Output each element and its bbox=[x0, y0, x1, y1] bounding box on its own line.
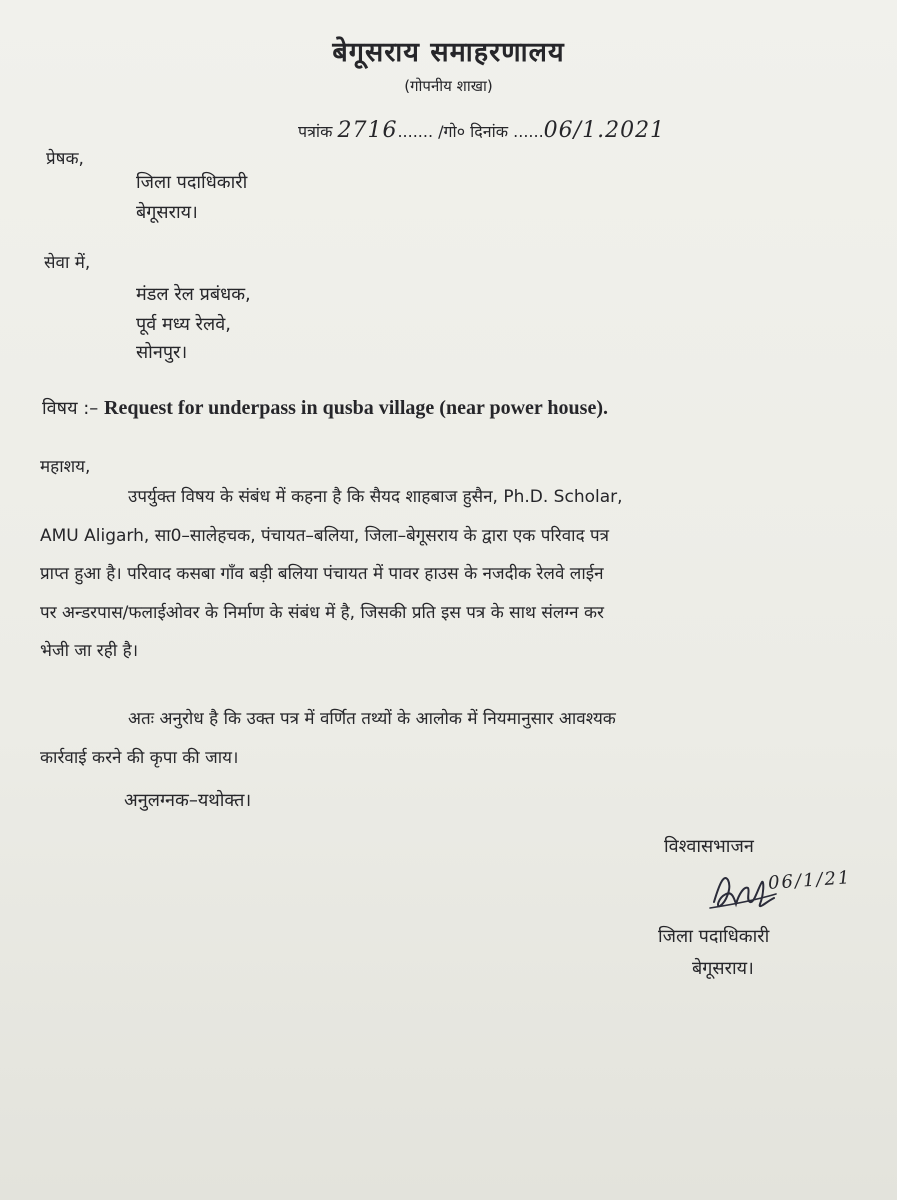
subject-text: Request for underpass in qusba village (near power house). bbox=[104, 397, 609, 419]
ref-date: 06/1.2021 bbox=[543, 118, 666, 143]
ref-prefix: पत्रांक bbox=[298, 122, 333, 141]
body-paragraph-2 bbox=[40, 700, 880, 777]
sender-label: प्रेषक, bbox=[46, 149, 84, 169]
recipient-line-1: मंडल रेल प्रबंधक, bbox=[136, 284, 251, 305]
sender-place: बेगूसराय। bbox=[136, 202, 198, 223]
office-branch: (गोपनीय शाखा) bbox=[404, 77, 493, 95]
paragraph-line: प्राप्त हुआ है। परिवाद कसबा गाँव बड़ी बलिया पंचायत में पावर हाउस के नजदीक रेलवे लाईन bbox=[40, 564, 604, 584]
signature-mark bbox=[706, 858, 896, 928]
recipient-line-3: सोनपुर। bbox=[136, 342, 188, 363]
ref-middle: /गो० दिनांक bbox=[438, 122, 509, 141]
ref-number: 2716 bbox=[337, 118, 398, 143]
enclosure-note: अनुलग्नक–यथोक्त। bbox=[124, 790, 252, 811]
reference-line: पत्रांक 2716....... /गो० दिनांक ......06/1.2021 bbox=[298, 118, 666, 143]
paragraph-line: अतः अनुरोध है कि उक्त पत्र में वर्णित तथ्यों के आलोक में नियमानुसार आवश्यक bbox=[128, 709, 616, 729]
signatory-designation: जिला पदाधिकारी bbox=[658, 926, 770, 947]
recipient-line-2: पूर्व मध्य रेलवे, bbox=[136, 314, 231, 335]
body-paragraph-1 bbox=[40, 478, 880, 671]
paragraph-line: AMU Aligarh, सा0–सालेहचक, पंचायत–बलिया, जिला–बेगूसराय के द्वारा एक परिवाद पत्र bbox=[40, 525, 610, 546]
paragraph-line: उपर्युक्त विषय के संबंध में कहना है कि सैयद शाहबाज हुसैन, Ph.D. Scholar, bbox=[128, 487, 623, 507]
salutation: महाशय, bbox=[40, 457, 91, 477]
signature-date: 06/1/21 bbox=[767, 867, 853, 894]
subject-line bbox=[42, 396, 608, 420]
subject-label: विषय :– bbox=[42, 398, 99, 419]
paragraph-line: पर अन्डरपास/फलाईओवर के निर्माण के संबंध में है, जिसकी प्रति इस पत्र के साथ संलग्न कर bbox=[40, 602, 604, 623]
paragraph-line: कार्रवाई करने की कृपा की जाय। bbox=[40, 747, 239, 768]
recipient-label: सेवा में, bbox=[44, 253, 91, 273]
office-title: बेगूसराय समाहरणालय bbox=[332, 37, 565, 68]
paragraph-line: भेजी जा रही है। bbox=[40, 641, 139, 661]
closing-yours: विश्वासभाजन bbox=[664, 836, 754, 857]
signatory-place: बेगूसराय। bbox=[692, 958, 754, 979]
sender-designation: जिला पदाधिकारी bbox=[136, 172, 248, 193]
